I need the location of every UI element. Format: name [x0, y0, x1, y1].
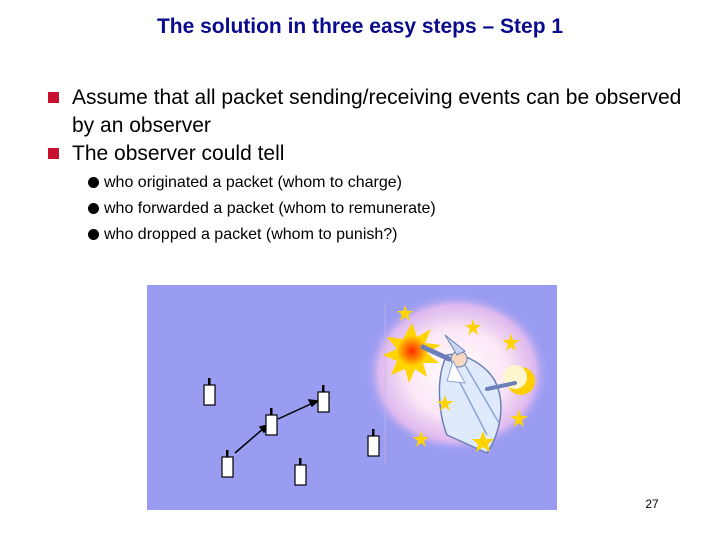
network-illustration: [147, 285, 557, 510]
sub-bullet-item: [86, 222, 688, 248]
sub-bullet-text: who forwarded a packet (whom to remunerate): [104, 200, 436, 217]
sub-bullet-item: [86, 170, 688, 196]
bullet-dot-icon: [88, 229, 99, 240]
mobile-device-icon: [368, 429, 379, 456]
sub-bullet-item: [86, 196, 688, 222]
sub-bullet-text: who dropped a packet (whom to punish?): [104, 226, 398, 243]
page-number: 27: [645, 497, 659, 511]
slide-title: The solution in three easy steps – Step 1: [156, 15, 564, 38]
bullet-square-icon: [48, 92, 59, 103]
bullet-item: [48, 140, 688, 168]
bullet-dot-icon: [88, 177, 99, 188]
mobile-device-icon: [204, 378, 215, 405]
mobile-device-icon: [295, 458, 306, 485]
bullet-square-icon: [48, 148, 59, 159]
mobile-device-icon: [266, 408, 277, 435]
sub-bullet-text: who originated a packet (whom to charge): [104, 174, 402, 191]
network-illustration-svg: [147, 285, 557, 510]
bullet-text: Assume that all packet sending/receiving events can be observed by an observer: [72, 86, 682, 137]
bullet-text: The observer could tell: [72, 142, 285, 165]
bullet-dot-icon: [88, 203, 99, 214]
bullet-item: [48, 84, 688, 140]
sub-bullet-list: [86, 170, 688, 248]
bullet-list: [48, 84, 688, 248]
mobile-device-icon: [222, 450, 233, 477]
mobile-device-icon: [318, 385, 329, 412]
